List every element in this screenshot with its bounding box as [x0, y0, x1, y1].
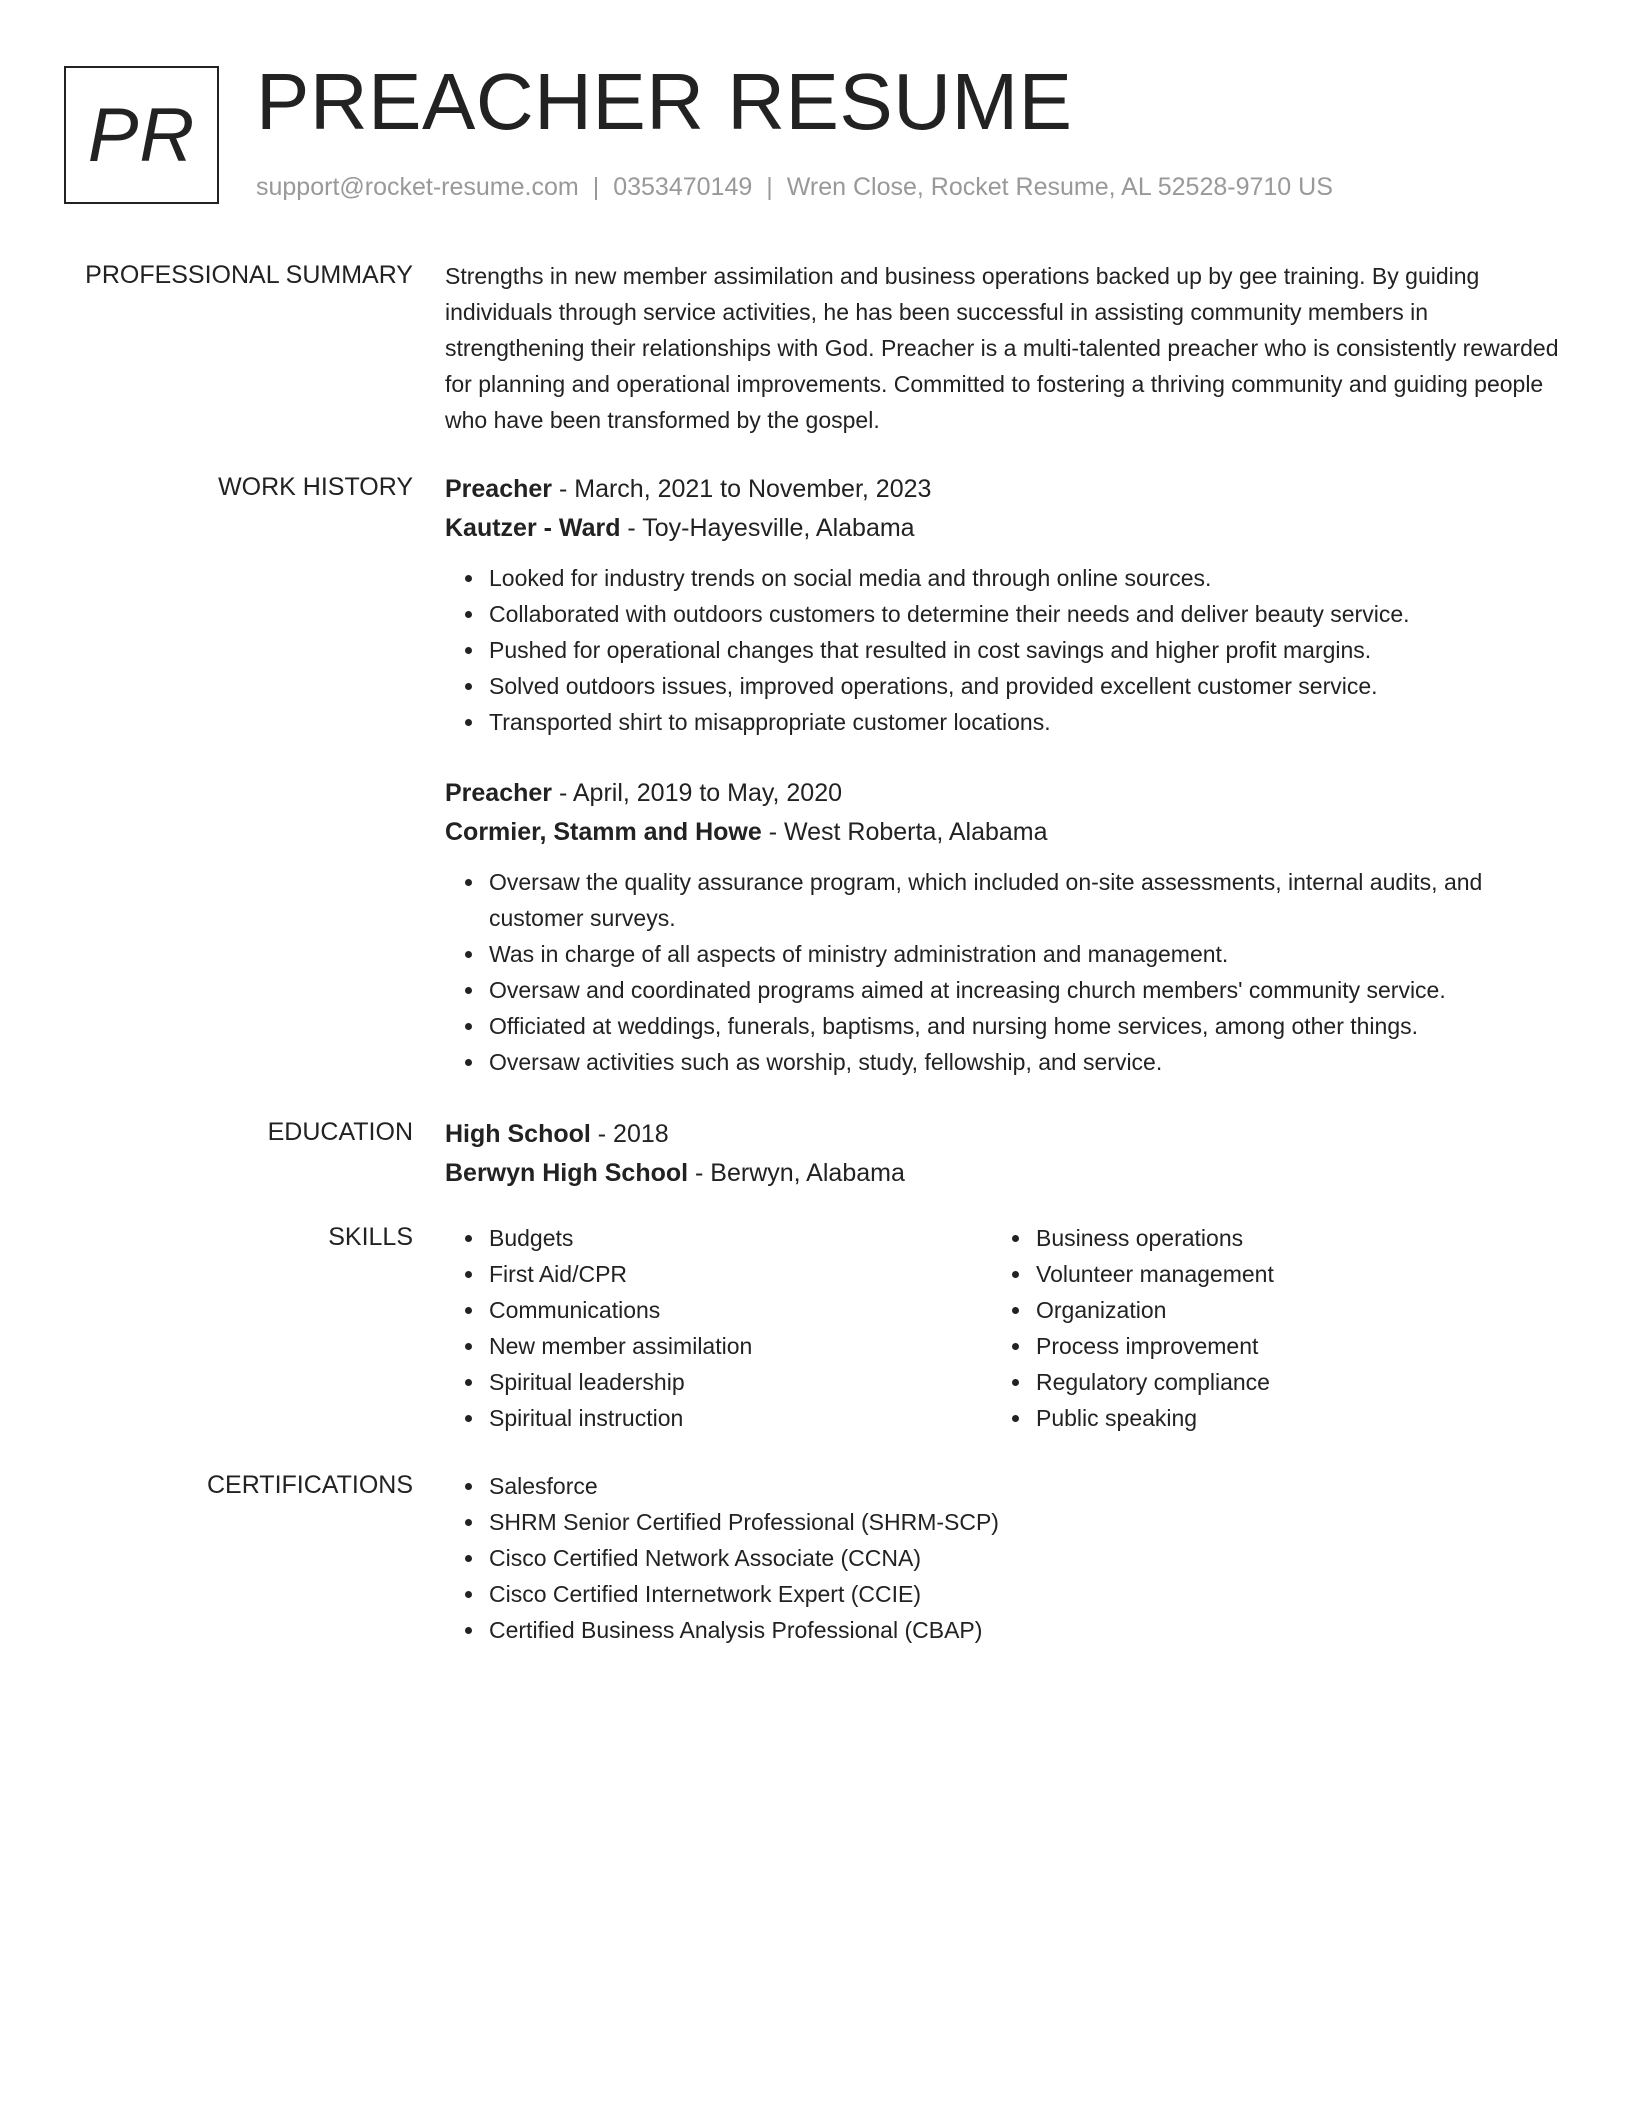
contact-line [256, 172, 1333, 202]
list-item: Budgets [489, 1220, 992, 1256]
education-body [445, 1115, 1560, 1193]
resume-name: PREACHER RESUME [256, 57, 1073, 146]
job-title-line [445, 470, 1560, 509]
education-school-line [445, 1154, 1560, 1193]
list-item: Oversaw activities such as worship, study, fellowship, and service. [489, 1044, 1560, 1080]
list-item: Oversaw and coordinated programs aimed at increasing church members' community service. [489, 972, 1560, 1008]
list-item: Looked for industry trends on social media and through online sources. [489, 560, 1560, 596]
list-item: Public speaking [1036, 1400, 1539, 1436]
education-school: Berwyn High School [445, 1159, 689, 1187]
monogram-logo [64, 66, 219, 204]
certifications-body [445, 1468, 1560, 1648]
contact-separator: | [766, 173, 773, 201]
job-company: Cormier, Stamm and Howe [445, 818, 762, 846]
list-item: Communications [489, 1292, 992, 1328]
job-position: Preacher [445, 779, 553, 807]
certifications-list [445, 1468, 1560, 1648]
list-item: Transported shirt to misappropriate customer locations. [489, 704, 1560, 740]
section-title-work-history: WORK HISTORY [218, 473, 413, 501]
skills-column-left [445, 1220, 992, 1436]
monogram-text: PR [87, 92, 196, 178]
section-title-summary: PROFESSIONAL SUMMARY [85, 261, 413, 289]
list-item: Collaborated with outdoors customers to determine their needs and deliver beauty service. [489, 596, 1560, 632]
skills-column-right [992, 1220, 1539, 1436]
job-dates: - April, 2019 to May, 2020 [552, 779, 843, 807]
contact-phone: 0353470149 [613, 173, 753, 201]
list-item: SHRM Senior Certified Professional (SHRM-SCP) [489, 1504, 1560, 1540]
job-company: Kautzer - Ward [445, 514, 621, 542]
list-item: Process improvement [1036, 1328, 1539, 1364]
skills-grid [445, 1220, 1560, 1436]
list-item: Certified Business Analysis Professional (CBAP) [489, 1612, 1560, 1648]
contact-address: Wren Close, Rocket Resume, AL 52528-9710 US [786, 173, 1333, 201]
job-entry [445, 774, 1560, 1080]
section-title-skills: SKILLS [328, 1223, 413, 1251]
list-item: Regulatory compliance [1036, 1364, 1539, 1400]
list-item: Cisco Certified Network Associate (CCNA) [489, 1540, 1560, 1576]
job-title-line [445, 774, 1560, 813]
list-item: Spiritual instruction [489, 1400, 992, 1436]
skills-list-left [445, 1220, 992, 1436]
education-year: - 2018 [590, 1120, 669, 1148]
summary-body [445, 258, 1560, 438]
list-item: Cisco Certified Internetwork Expert (CCIE) [489, 1576, 1560, 1612]
job-bullets [445, 864, 1560, 1080]
work-history-body [445, 470, 1560, 1080]
list-item: First Aid/CPR [489, 1256, 992, 1292]
job-location: - West Roberta, Alabama [761, 818, 1048, 846]
job-company-line [445, 509, 1560, 548]
education-degree: High School [445, 1120, 591, 1148]
education-degree-line [445, 1115, 1560, 1154]
list-item: New member assimilation [489, 1328, 992, 1364]
summary-text: Strengths in new member assimilation and business operations backed up by gee training. By guiding individuals through service activities, he has been successful in assisting community members in strengthening their relationships with God. Preacher is a multi-talented preacher who is consistently rewarded for planning and operational improvements. Committed to fostering a thriving community and guiding people who have been transformed by the gospel. [445, 263, 1559, 433]
job-position: Preacher [445, 475, 553, 503]
contact-email: support@rocket-resume.com [256, 173, 579, 201]
skills-body [445, 1220, 1560, 1436]
education-location: - Berwyn, Alabama [688, 1159, 905, 1187]
list-item: Pushed for operational changes that resulted in cost savings and higher profit margins. [489, 632, 1560, 668]
job-entry [445, 470, 1560, 740]
job-company-line [445, 813, 1560, 852]
list-item: Volunteer management [1036, 1256, 1539, 1292]
job-bullets [445, 560, 1560, 740]
list-item: Officiated at weddings, funerals, baptisms, and nursing home services, among other things. [489, 1008, 1560, 1044]
list-item: Solved outdoors issues, improved operations, and provided excellent customer service. [489, 668, 1560, 704]
skills-list-right [992, 1220, 1539, 1436]
contact-separator: | [592, 173, 600, 201]
section-title-education: EDUCATION [267, 1118, 413, 1146]
list-item: Was in charge of all aspects of ministry administration and management. [489, 936, 1560, 972]
section-title-certifications: CERTIFICATIONS [206, 1471, 413, 1499]
list-item: Salesforce [489, 1468, 1560, 1504]
list-item: Oversaw the quality assurance program, which included on-site assessments, internal audits, and customer surveys. [489, 864, 1560, 936]
job-dates: - March, 2021 to November, 2023 [552, 475, 932, 503]
list-item: Business operations [1036, 1220, 1539, 1256]
job-location: - Toy-Hayesville, Alabama [620, 514, 915, 542]
list-item: Spiritual leadership [489, 1364, 992, 1400]
list-item: Organization [1036, 1292, 1539, 1328]
